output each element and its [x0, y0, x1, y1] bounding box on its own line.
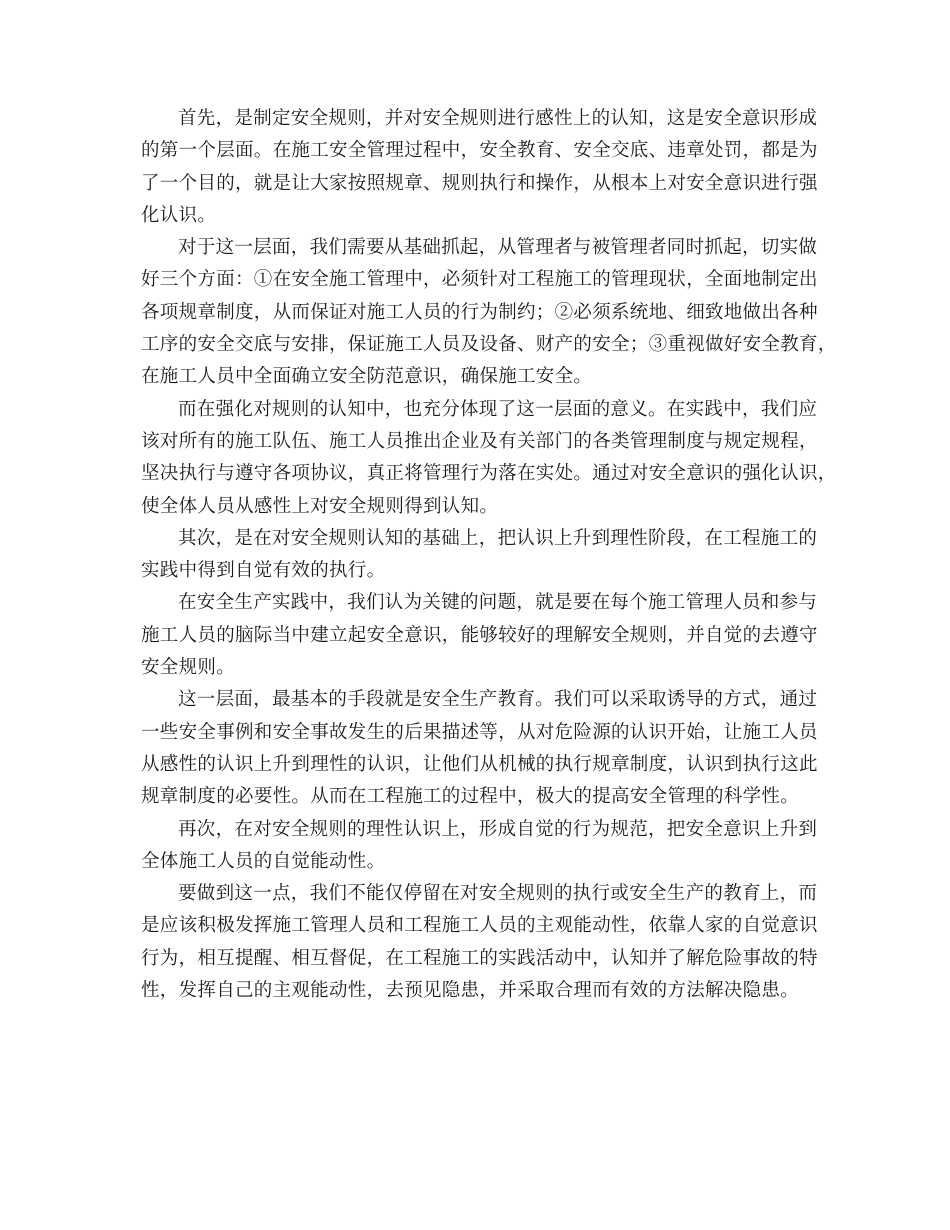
paragraph-line: 施工人员的脑际当中建立起安全意识，能够较好的理解安全规则，并自觉的去遵守 — [141, 624, 818, 646]
paragraph-4 — [141, 523, 817, 588]
paragraph-line: 的第一个层面。在施工安全管理过程中，安全教育、安全交底、违章处罚，都是为 — [141, 140, 818, 162]
paragraph-line: 实践中得到自觉有效的执行。 — [141, 560, 386, 582]
paragraph-line: 全体施工人员的自觉能动性。 — [141, 850, 386, 872]
paragraph-line: 行为，相互提醒、相互督促，在工程施工的实践活动中，认知并了解危险事故的特 — [141, 947, 818, 969]
paragraph-line: 该对所有的施工队伍、施工人员推出企业及有关部门的各类管理制度与规定规程， — [141, 430, 818, 452]
paragraph-line: 在施工人员中全面确立安全防范意识，确保施工安全。 — [141, 366, 593, 388]
paragraph-line: 各项规章制度，从而保证对施工人员的行为制约；②必须系统地、细致地做出各种 — [141, 301, 818, 323]
paragraph-line: 工序的安全交底与安排，保证施工人员及设备、财产的安全；③重视做好安全教育， — [141, 334, 837, 356]
paragraph-line: 在安全生产实践中，我们认为关键的问题，就是要在每个施工管理人员和参与 — [178, 592, 818, 614]
paragraph-3 — [141, 394, 837, 523]
paragraph-line: 好三个方面：①在安全施工管理中，必须针对工程施工的管理现状，全面地制定出 — [141, 269, 818, 291]
paragraph-line: 了一个目的，就是让大家按照规章、规则执行和操作，从根本上对安全意识进行强 — [141, 172, 818, 194]
paragraph-line: 性，发挥自己的主观能动性，去预见隐患，并采取合理而有效的方法解决隐患。 — [141, 980, 800, 1002]
paragraph-7 — [141, 814, 817, 879]
paragraph-line: 其次，是在对安全规则认知的基础上，把认识上升到理性阶段，在工程施工的 — [178, 527, 818, 549]
paragraph-line: 安全规则。 — [141, 657, 236, 679]
paragraph-line: 使全体人员从感性上对安全规则得到认知。 — [141, 495, 499, 517]
paragraph-line: 再次，在对安全规则的理性认识上，形成自觉的行为规范，把安全意识上升到 — [178, 818, 818, 840]
paragraph-line: 是应该积极发挥施工管理人员和工程施工人员的主观能动性，依靠人家的自觉意识 — [141, 915, 818, 937]
paragraph-line: 坚决执行与遵守各项协议，真正将管理行为落在实处。通过对安全意识的强化认识， — [141, 463, 837, 485]
paragraph-line: 化认识。 — [141, 204, 217, 226]
paragraph-2 — [141, 232, 837, 393]
paragraph-8 — [141, 878, 817, 1007]
paragraph-5 — [141, 587, 817, 684]
paragraph-line: 要做到这一点，我们不能仅停留在对安全规则的执行或安全生产的教育上，而 — [178, 883, 818, 905]
paragraph-line: 这一层面，最基本的手段就是安全生产教育。我们可以采取诱导的方式，通过 — [178, 689, 818, 711]
paragraph-line: 而在强化对规则的认知中，也充分体现了这一层面的意义。在实践中，我们应 — [178, 398, 818, 420]
paragraph-1 — [141, 103, 817, 232]
paragraph-line: 规章制度的必要性。从而在工程施工的过程中，极大的提高安全管理的科学性。 — [141, 786, 800, 808]
paragraph-6 — [141, 684, 817, 813]
document-body — [141, 103, 837, 1007]
paragraph-line: 从感性的认识上升到理性的认识，让他们从机械的执行规章制度，认识到执行这此 — [141, 753, 818, 775]
paragraph-line: 首先，是制定安全规则，并对安全规则进行感性上的认知，这是安全意识形成 — [178, 108, 818, 129]
paragraph-line: 一些安全事例和安全事故发生的后果描述等，从对危险源的认识开始，让施工人员 — [141, 721, 818, 743]
paragraph-line: 对于这一层面，我们需要从基础抓起，从管理者与被管理者同时抓起，切实做 — [178, 237, 818, 259]
